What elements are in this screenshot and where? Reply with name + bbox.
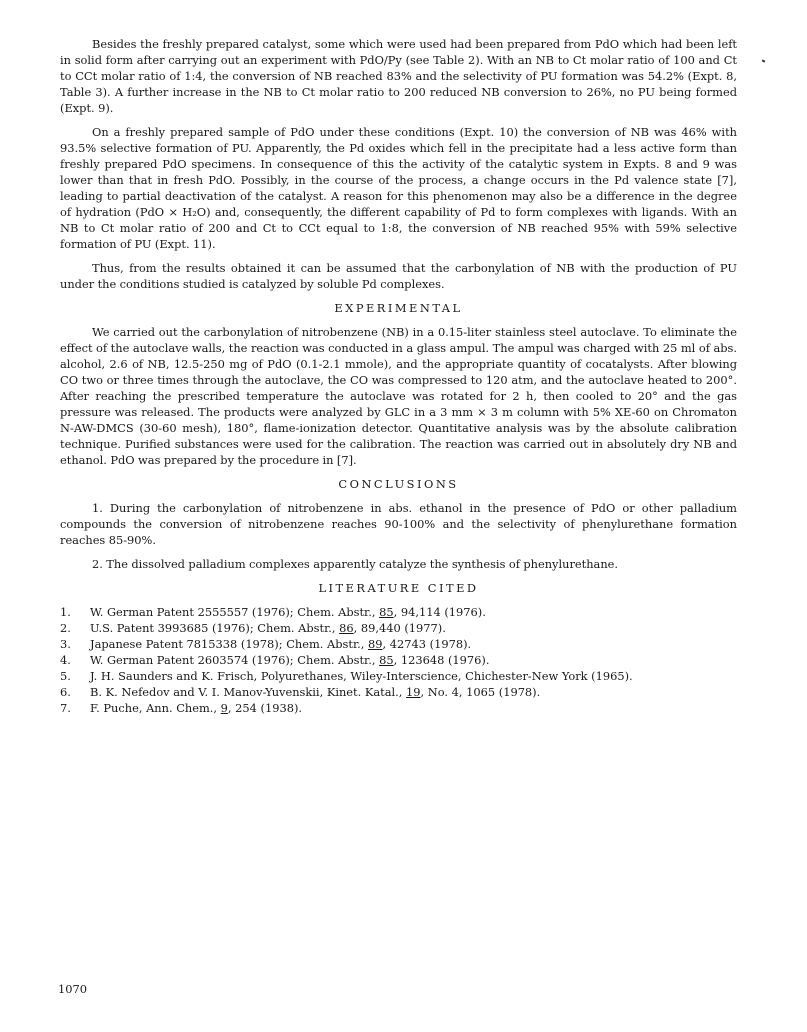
experimental-heading: EXPERIMENTAL	[334, 301, 463, 315]
reference-text	[90, 684, 737, 700]
paragraph-intro-1: Besides the freshly prepared catalyst, some which were used had been prepared from PdO which had been left in solid form after carrying out an experiment with PdO/Py (see Table 2). With an NB to Ct molar ratio of 100 and Ct to CCt molar ratio of 1:4, the conversion of NB reached 83% and the selectivity of PU formation was 54.2% (Expt. 8, Table 3). A further increase in the NB to Ct molar ratio to 200 reduced NB conversion to 26%, no PU being formed (Expt. 9).	[60, 37, 737, 115]
reference-body: W. German Patent 2555557 (1976); Chem. Abstr.,	[90, 605, 380, 619]
page-number: 1070	[58, 982, 87, 996]
reference-volume: 9	[220, 701, 228, 715]
reference-tail: , No. 4, 1065 (1978).	[420, 685, 541, 699]
reference-number: 7.	[60, 701, 71, 715]
experimental-paragraph: We carried out the carbonylation of nitrobenzene (NB) in a 0.15-liter stainless steel autoclave. To eliminate the effect of the autoclave walls, the reaction was conducted in a glass ampul. The ampul was charged with 25 ml of abs. alcohol, 2.6 of NB, 12.5-250 mg of PdO (0.1-2.1 mmole), and the appropriate quantity of cocatalysts. After blowing CO two or three times through the autoclave, the CO was compressed to 120 atm, and the autoclave heated to 200°. After reaching the prescribed temperature the autoclave was rotated for 2 h, then cooled to 20° and the gas pressure was released. The products were analyzed by GLC in a 3 mm × 3 m column with 5% XE-60 on Chromaton N-AW-DMCS (30-60 mesh), 180°, flame-ionization detector. Quantitative analysis was by the absolute calibration technique. Purified substances were used for the calibration. The reaction was carried out in absolutely dry NB and ethanol. PdO was prepared by the procedure in [7].	[60, 325, 737, 467]
reference-number: 4.	[60, 653, 71, 667]
reference-volume: 19	[406, 685, 421, 699]
reference-body: Japanese Patent 7815338 (1978); Chem. Abstr.,	[90, 637, 369, 651]
reference-item	[60, 620, 737, 636]
reference-number: 5.	[60, 669, 71, 683]
reference-list	[60, 604, 737, 716]
reference-body: F. Puche, Ann. Chem.,	[90, 701, 221, 715]
conclusions-heading: CONCLUSIONS	[338, 477, 459, 491]
reference-text	[90, 668, 737, 684]
reference-body: W. German Patent 2603574 (1976); Chem. Abstr.,	[90, 653, 380, 667]
reference-item	[60, 684, 737, 700]
reference-tail: , 94,114 (1976).	[393, 605, 486, 619]
reference-body: U.S. Patent 3993685 (1976); Chem. Abstr.,	[90, 621, 340, 635]
reference-volume: 89	[368, 637, 383, 651]
reference-tail: , 123648 (1976).	[393, 653, 490, 667]
literature-heading: LITERATURE CITED	[318, 581, 479, 595]
reference-item	[60, 652, 737, 668]
reference-number: 2.	[60, 621, 71, 635]
conclusion-item-1: 1. During the carbonylation of nitrobenzene in abs. ethanol in the presence of PdO or other palladium compounds the conversion of nitrobenzene reaches 90-100% and the selectivity of phenylurethane formation reaches 85-90%.	[60, 501, 737, 547]
conclusion-item-2: 2. The dissolved palladium complexes apparently catalyze the synthesis of phenylurethane.	[92, 557, 619, 571]
reference-tail: , 254 (1938).	[227, 701, 303, 715]
reference-item	[60, 700, 737, 716]
reference-text	[90, 604, 737, 620]
reference-text	[90, 700, 737, 716]
reference-number: 3.	[60, 637, 71, 651]
reference-body: B. K. Nefedov and V. I. Manov-Yuvenskii, Kinet. Katal.,	[90, 685, 407, 699]
reference-number: 6.	[60, 685, 71, 699]
reference-tail: , 89,440 (1977).	[353, 621, 446, 635]
scan-speck	[762, 59, 766, 62]
article-page	[60, 36, 737, 716]
reference-item	[60, 668, 737, 684]
reference-volume: 86	[339, 621, 354, 635]
paragraph-intro-3: Thus, from the results obtained it can be assumed that the carbonylation of NB with the production of PU under the conditions studied is catalyzed by soluble Pd complexes.	[60, 261, 737, 291]
reference-volume: 85	[379, 605, 394, 619]
reference-volume: 85	[379, 653, 394, 667]
reference-number: 1.	[60, 605, 71, 619]
paragraph-intro-2: On a freshly prepared sample of PdO under these conditions (Expt. 10) the conversion of NB was 46% with 93.5% selective formation of PU. Apparently, the Pd oxides which fell in the precipitate had a less active form than freshly prepared PdO specimens. In consequence of this the activity of the catalytic system in Expts. 8 and 9 was lower than that in fresh PdO. Possibly, in the course of the process, a change occurs in the Pd valence state [7], leading to partial deactivation of the catalyst. A reason for this phenomenon may also be a difference in the degree of hydration (PdO × H₂O) and, consequently, the different capability of Pd to form complexes with ligands. With an NB to Ct molar ratio of 200 and Ct to CCt equal to 1:8, the conversion of NB reached 95% with 59% selective formation of PU (Expt. 11).	[60, 125, 737, 251]
reference-item	[60, 636, 737, 652]
reference-body: J. H. Saunders and K. Frisch, Polyurethanes, Wiley-Interscience, Chichester-New York (1965).	[90, 669, 633, 683]
reference-item	[60, 604, 737, 620]
reference-tail: , 42743 (1978).	[382, 637, 472, 651]
reference-text	[90, 636, 737, 652]
reference-text	[90, 620, 737, 636]
reference-text	[90, 652, 737, 668]
